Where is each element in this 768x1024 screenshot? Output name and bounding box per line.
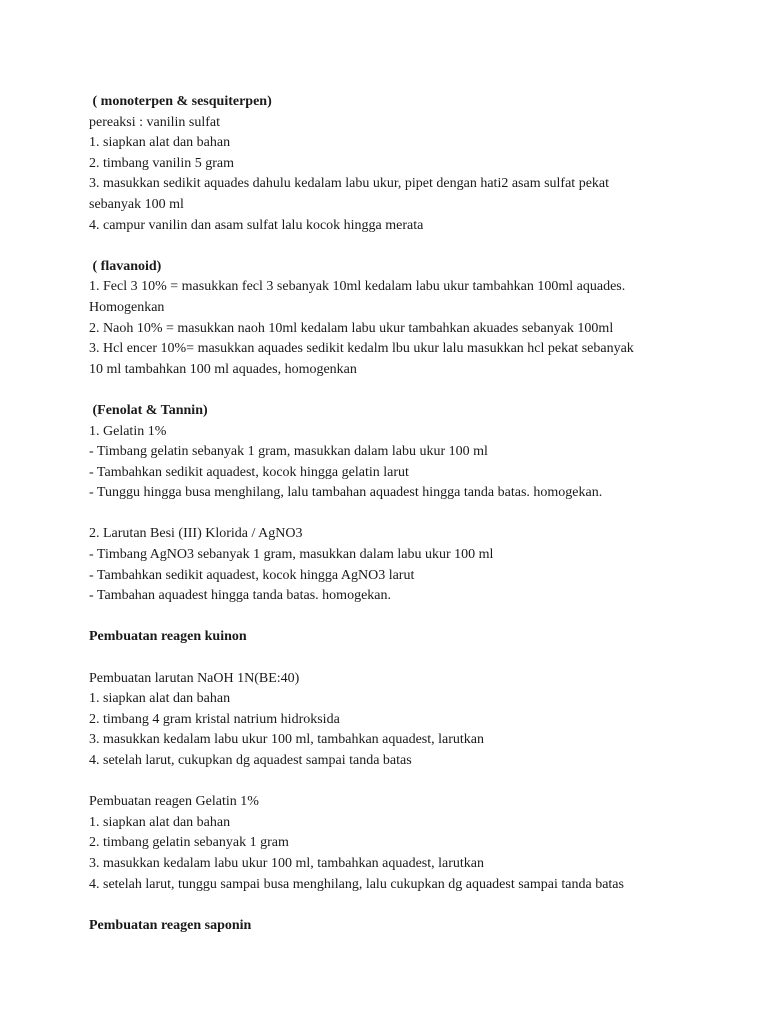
text-line: 2. Naoh 10% = masukkan naoh 10ml kedalam labu ukur tambahkan akuades sebanyak 100ml bbox=[89, 320, 614, 336]
text-line: 3. masukkan kedalam labu ukur 100 ml, tambahkan aquadest, larutkan bbox=[89, 855, 485, 871]
text-line: - Timbang AgNO3 sebanyak 1 gram, masukkan dalam labu ukur 100 ml bbox=[89, 547, 494, 563]
text-line: - Tambahan aquadest hingga tanda batas. homogekan. bbox=[89, 588, 391, 604]
text-line: 3. masukkan sedikit aquades dahulu kedalam labu ukur, pipet dengan hati2 asam sulfat pekat bbox=[89, 176, 610, 192]
text-line: 3. masukkan kedalam labu ukur 100 ml, tambahkan aquadest, larutkan bbox=[89, 732, 485, 748]
document-page bbox=[89, 92, 729, 936]
subsection-title: Pembuatan reagen Gelatin 1% bbox=[89, 794, 259, 810]
text-line: 1. Gelatin 1% bbox=[89, 423, 167, 439]
spacer bbox=[89, 504, 729, 525]
subsection-title: Pembuatan larutan NaOH 1N(BE:40) bbox=[89, 670, 300, 686]
spacer bbox=[89, 607, 729, 628]
section-heading-kuinon: Pembuatan reagen kuinon bbox=[89, 629, 247, 645]
text-line: 1. Fecl 3 10% = masukkan fecl 3 sebanyak 10ml kedalam labu ukur tambahkan 100ml aquades. bbox=[89, 279, 626, 295]
spacer bbox=[89, 648, 729, 669]
text-line: 2. timbang 4 gram kristal natrium hidroksida bbox=[89, 711, 340, 727]
text-line: - Tambahkan sedikit aquadest, kocok hingga gelatin larut bbox=[89, 464, 409, 480]
text-line: 4. setelah larut, cukupkan dg aquadest sampai tanda batas bbox=[89, 753, 412, 768]
section-heading-monoterpen: ( monoterpen & sesquiterpen) bbox=[89, 94, 272, 109]
text-line: sebanyak 100 ml bbox=[89, 196, 184, 212]
text-line: 10 ml tambahkan 100 ml aquades, homogenkan bbox=[89, 361, 357, 377]
text-line: 2. timbang gelatin sebanyak 1 gram bbox=[89, 835, 289, 851]
text-line: 3. Hcl encer 10%= masukkan aquades sedikit kedalm lbu ukur lalu masukkan hcl pekat sebanyak bbox=[89, 341, 634, 357]
text-line: 2. timbang vanilin 5 gram bbox=[89, 155, 235, 171]
spacer bbox=[89, 380, 729, 401]
text-line: - Timbang gelatin sebanyak 1 gram, masukkan dalam labu ukur 100 ml bbox=[89, 444, 488, 460]
text-line: 4. setelah larut, tunggu sampai busa menghilang, lalu cukupkan dg aquadest sampai tanda batas bbox=[89, 876, 624, 892]
text-line: 1. siapkan alat dan bahan bbox=[89, 135, 231, 151]
section-heading-saponin: Pembuatan reagen saponin bbox=[89, 917, 252, 933]
text-line: 1. siapkan alat dan bahan bbox=[89, 814, 231, 830]
text-line: 1. siapkan alat dan bahan bbox=[89, 691, 231, 707]
spacer bbox=[89, 895, 729, 916]
section-heading-fenolat: (Fenolat & Tannin) bbox=[89, 402, 208, 418]
text-line: - Tambahkan sedikit aquadest, kocok hingga AgNO3 larut bbox=[89, 567, 415, 583]
text-line: - Tunggu hingga busa menghilang, lalu tambahan aquadest hingga tanda batas. homogekan. bbox=[89, 485, 603, 501]
text-line: Homogenkan bbox=[89, 299, 165, 315]
spacer bbox=[89, 772, 729, 793]
section-heading-flavanoid: ( flavanoid) bbox=[89, 258, 162, 274]
text-line: 4. campur vanilin dan asam sulfat lalu kocok hingga merata bbox=[89, 217, 424, 233]
text-line: pereaksi : vanilin sulfat bbox=[89, 114, 221, 130]
spacer bbox=[89, 236, 729, 257]
text-line: 2. Larutan Besi (III) Klorida / AgNO3 bbox=[89, 526, 303, 542]
